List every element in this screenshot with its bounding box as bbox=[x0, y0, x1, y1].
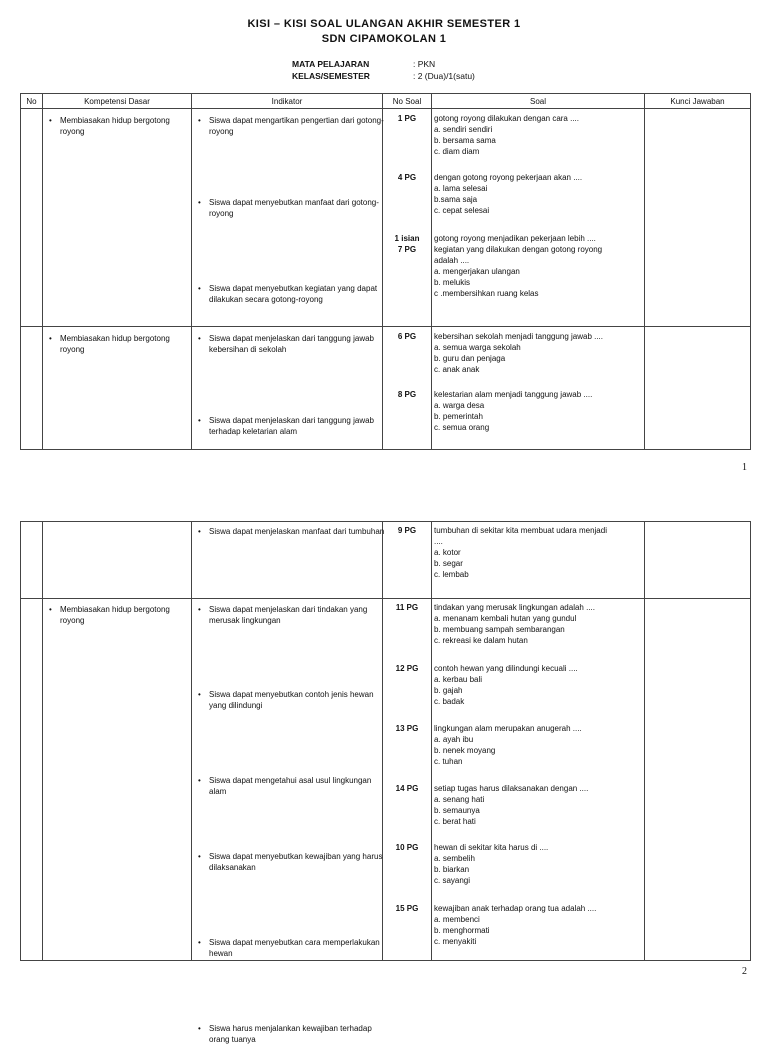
no-soal: 1 PG bbox=[397, 114, 417, 123]
table-row bbox=[21, 599, 751, 961]
soal-block: setiap tugas harus dilaksanakan dengan .... a. senang hati b. semaunya c. berat hati bbox=[434, 784, 589, 826]
no-soal-cell bbox=[383, 109, 432, 327]
soal-block: hewan di sekitar kita harus di .... a. sembelih b. biarkan c. sayangi bbox=[434, 843, 549, 885]
no-soal: 11 PG bbox=[395, 603, 419, 612]
indikator-text: • Siswa dapat menyebutkan kewajiban yang harus dilaksanakan bbox=[196, 851, 386, 873]
no-cell bbox=[21, 599, 43, 961]
grid-table-page2 bbox=[20, 521, 751, 1044]
indikator-text: • Siswa dapat menjelaskan manfaat dari tumbuhan bbox=[196, 526, 386, 537]
soal-cell bbox=[432, 522, 645, 599]
indikator-text: • Siswa harus menjalankan kewajiban terhadap orang tuanya bbox=[196, 1023, 386, 1045]
header-kunci-jawaban: Kunci Jawaban bbox=[645, 94, 751, 109]
no-cell bbox=[21, 327, 43, 450]
kd-cell bbox=[43, 599, 192, 961]
subject-value: : PKN bbox=[413, 59, 436, 69]
grid-table-page1 bbox=[20, 93, 751, 450]
kd-text: • Membiasakan hidup bergotong royong bbox=[47, 604, 195, 626]
header-no: No bbox=[21, 94, 43, 109]
class-value: : 2 (Dua)/1(satu) bbox=[413, 71, 475, 81]
indikator-text: • Siswa dapat menyebutkan cara memperlakukan hewan bbox=[196, 937, 386, 959]
no-soal: 4 PG bbox=[397, 173, 417, 182]
indikator-cell bbox=[192, 599, 383, 1044]
kd-cell bbox=[43, 109, 192, 327]
soal-block: gotong royong dilakukan dengan cara .... a. sendiri sendiri b. bersama sama c. diam diam bbox=[434, 114, 579, 156]
no-cell bbox=[21, 109, 43, 327]
indikator-text: • Siswa dapat mengartikan pengertian dari gotong-royong bbox=[196, 115, 386, 137]
kd-text: • Membiasakan hidup bergotong royong bbox=[47, 115, 195, 137]
kd-cell bbox=[43, 327, 192, 450]
page-number: 2 bbox=[742, 966, 747, 977]
no-soal: 10 PG bbox=[395, 843, 419, 852]
header-soal: Soal bbox=[432, 94, 645, 109]
no-soal: 6 PG bbox=[397, 332, 417, 341]
soal-block: kelestarian alam menjadi tanggung jawab .... a. warga desa b. pemerintah c. semua orang bbox=[434, 390, 593, 432]
soal-cell bbox=[432, 599, 645, 961]
kunci-cell bbox=[645, 327, 751, 450]
class-label: KELAS/SEMESTER bbox=[292, 71, 370, 81]
soal-block: kebersihan sekolah menjadi tanggung jawab .... a. semua warga sekolah b. guru dan penjaga c. anak anak bbox=[434, 332, 603, 374]
indikator-cell bbox=[192, 327, 383, 450]
indikator-cell bbox=[192, 522, 383, 599]
indikator-text: • Siswa dapat menyebutkan manfaat dari gotong-royong bbox=[196, 197, 386, 219]
kd-text: • Membiasakan hidup bergotong royong bbox=[47, 333, 195, 355]
kunci-cell bbox=[645, 599, 751, 961]
indikator-text: • Siswa dapat mengetahui asal usul lingkungan alam bbox=[196, 775, 386, 797]
soal-block: tumbuhan di sekitar kita membuat udara menjadi .... a. kotor b. segar c. lembab bbox=[434, 526, 607, 579]
indikator-text: • Siswa dapat menjelaskan dari tindakan yang merusak lingkungan bbox=[196, 604, 386, 626]
indikator-text: • Siswa dapat menjelaskan dari tanggung jawab kebersihan di sekolah bbox=[196, 333, 386, 355]
soal-block: lingkungan alam merupakan anugerah .... a. ayah ibu b. nenek moyang c. tuhan bbox=[434, 724, 582, 766]
kunci-cell bbox=[645, 522, 751, 599]
no-soal: 8 PG bbox=[397, 390, 417, 399]
no-soal: 13 PG bbox=[395, 724, 419, 733]
no-soal: 12 PG bbox=[395, 664, 419, 673]
header-no-soal: No Soal bbox=[383, 94, 432, 109]
header-kompetensi-dasar: Kompetensi Dasar bbox=[43, 94, 192, 109]
soal-block: dengan gotong royong pekerjaan akan .... a. lama selesai b.sama saja c. cepat selesai bbox=[434, 173, 583, 215]
subject-label: MATA PELAJARAN bbox=[292, 59, 370, 69]
document-title: KISI – KISI SOAL ULANGAN AKHIR SEMESTER 1 bbox=[247, 18, 521, 30]
table-row bbox=[21, 109, 751, 327]
soal-cell bbox=[432, 327, 645, 450]
no-cell bbox=[21, 522, 43, 599]
no-soal-cell bbox=[383, 522, 432, 599]
page-number: 1 bbox=[742, 462, 747, 473]
soal-block: tindakan yang merusak lingkungan adalah .... a. menanam kembali hutan yang gundul b. membuang sampah sembarangan c. rekreasi ke dalam hutan bbox=[434, 603, 595, 645]
indikator-cell bbox=[192, 109, 383, 327]
no-soal: 15 PG bbox=[395, 904, 419, 913]
soal-block: gotong royong menjadikan pekerjaan lebih .... kegiatan yang dilakukan dengan gotong royong adalah .... a. mengerjakan ulangan b. melukis c .membersihkan ruang kelas bbox=[434, 234, 603, 298]
indikator-text: • Siswa dapat menyebutkan contoh jenis hewan yang dilindungi bbox=[196, 689, 386, 711]
table-header-row bbox=[21, 94, 751, 109]
soal-block: contoh hewan yang dilindungi kecuali .... a. kerbau bali b. gajah c. badak bbox=[434, 664, 578, 706]
header-indikator: Indikator bbox=[192, 94, 383, 109]
indikator-text: • Siswa dapat menjelaskan dari tanggung jawab terhadap keletarian alam bbox=[196, 415, 386, 437]
table-row bbox=[21, 327, 751, 450]
school-name: SDN CIPAMOKOLAN 1 bbox=[321, 33, 447, 45]
indikator-text: • Siswa dapat menyebutkan kegiatan yang dapat dilakukan secara gotong-royong bbox=[196, 283, 386, 305]
soal-block: kewajiban anak terhadap orang tua adalah .... a. membenci b. menghormati c. menyakiti bbox=[434, 904, 597, 946]
no-soal: 14 PG bbox=[395, 784, 419, 793]
kd-cell bbox=[43, 522, 192, 599]
kunci-cell bbox=[645, 109, 751, 327]
no-soal-cell bbox=[383, 599, 432, 961]
no-soal-cell bbox=[383, 327, 432, 450]
no-soal: 9 PG bbox=[397, 526, 417, 535]
no-soal: 1 isian 7 PG bbox=[394, 234, 420, 254]
table-row bbox=[21, 522, 751, 599]
soal-cell bbox=[432, 109, 645, 327]
